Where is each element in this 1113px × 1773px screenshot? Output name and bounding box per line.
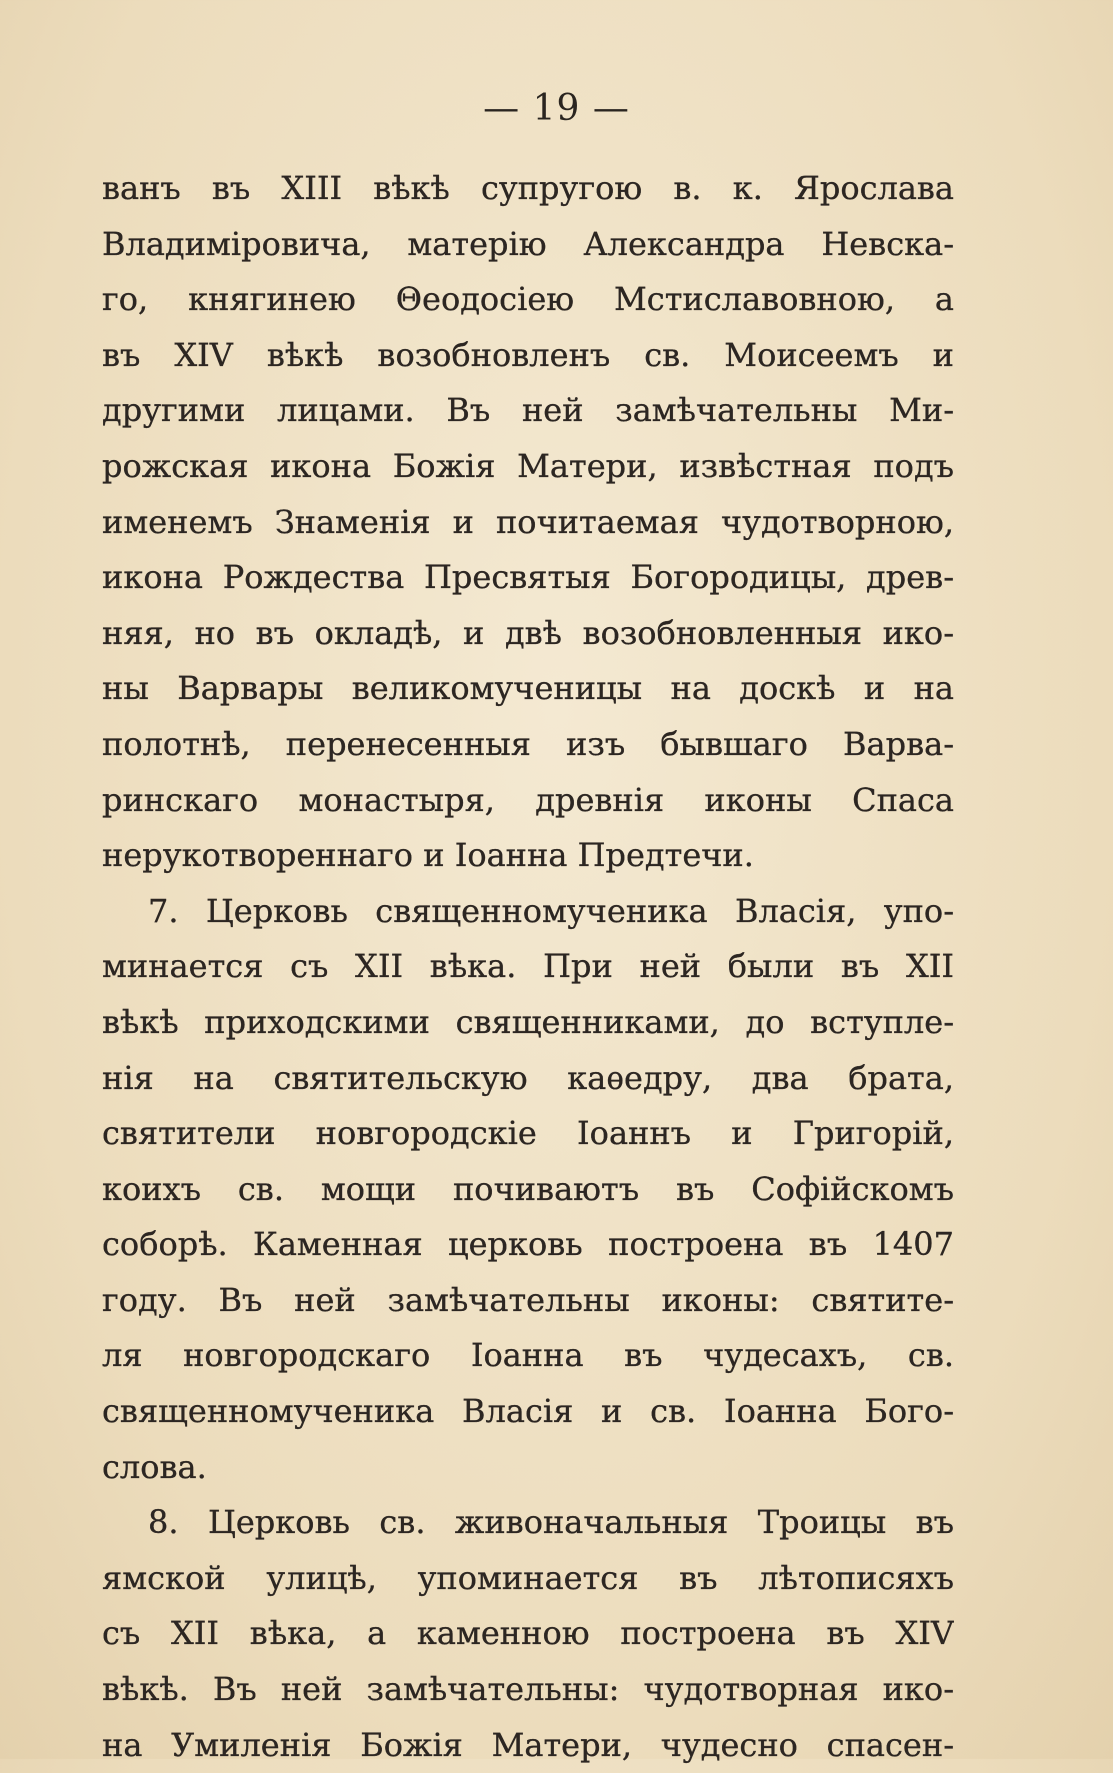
- text-line: рожская икона Божія Матери, извѣстная подъ: [102, 446, 954, 485]
- text-line: ля новгородскаго Іоанна въ чудесахъ, св.: [102, 1336, 954, 1375]
- text-line: 7. Церковь священномученика Власія, упо-: [148, 891, 954, 930]
- text-line: вѣкѣ. Въ ней замѣчательны: чудотворная ико-: [102, 1670, 954, 1709]
- text-line: минается съ XII вѣка. При ней были въ XII: [102, 947, 954, 986]
- text-line: въ XIV вѣкѣ возобновленъ св. Моисеемъ и: [102, 335, 954, 374]
- text-line: ямской улицѣ, упоминается въ лѣтописяхъ: [102, 1558, 954, 1597]
- text-line: святители новгородскіе Іоаннъ и Григорій,: [102, 1114, 954, 1153]
- text-line: вѣкѣ приходскими священниками, до вступле-: [102, 1002, 954, 1041]
- body-text: [102, 161, 954, 1773]
- page-number: — 19 —: [483, 88, 630, 129]
- text-line: именемъ Знаменія и почитаемая чудотворною,: [102, 502, 954, 541]
- text-line: коихъ св. мощи почиваютъ въ Софійскомъ: [102, 1169, 954, 1208]
- text-line: слова.: [102, 1447, 207, 1486]
- text-line: соборѣ. Каменная церковь построена въ 1407: [102, 1225, 954, 1264]
- text-line: нія на святительскую каѳедру, два брата,: [102, 1058, 954, 1097]
- text-line: Владиміровича, матерію Александра Невска-: [102, 224, 954, 263]
- text-line: икона Рождества Пресвятыя Богородицы, древ-: [102, 558, 954, 597]
- text-line: полотнѣ, перенесенныя изъ бывшаго Варва-: [102, 724, 954, 763]
- text-line: ны Варвары великомученицы на доскѣ и на: [102, 669, 954, 708]
- text-line: другими лицами. Въ ней замѣчательны Ми-: [102, 391, 954, 430]
- text-line: священномученика Власія и св. Іоанна Бого-: [102, 1392, 954, 1431]
- text-line: году. Въ ней замѣчательны иконы: святите-: [102, 1280, 954, 1319]
- text-line: го, княгинею Θеодосіею Мстиславовною, а: [102, 280, 954, 319]
- text-line: нерукотвореннаго и Іоанна Предтечи.: [102, 836, 754, 875]
- text-line: 8. Церковь св. живоначальныя Троицы въ: [148, 1503, 954, 1542]
- text-line: на Умиленія Божія Матери, чудесно спасен-: [102, 1725, 954, 1764]
- text-line: ринскаго монастыря, древнія иконы Спаса: [102, 780, 954, 819]
- text-line: няя, но въ окладѣ, и двѣ возобновленныя ико-: [102, 613, 954, 652]
- text-line: ванъ въ XIII вѣкѣ супругою в. к. Ярослава: [102, 169, 954, 207]
- text-line: съ XII вѣка, а каменною построена въ XIV: [102, 1614, 954, 1653]
